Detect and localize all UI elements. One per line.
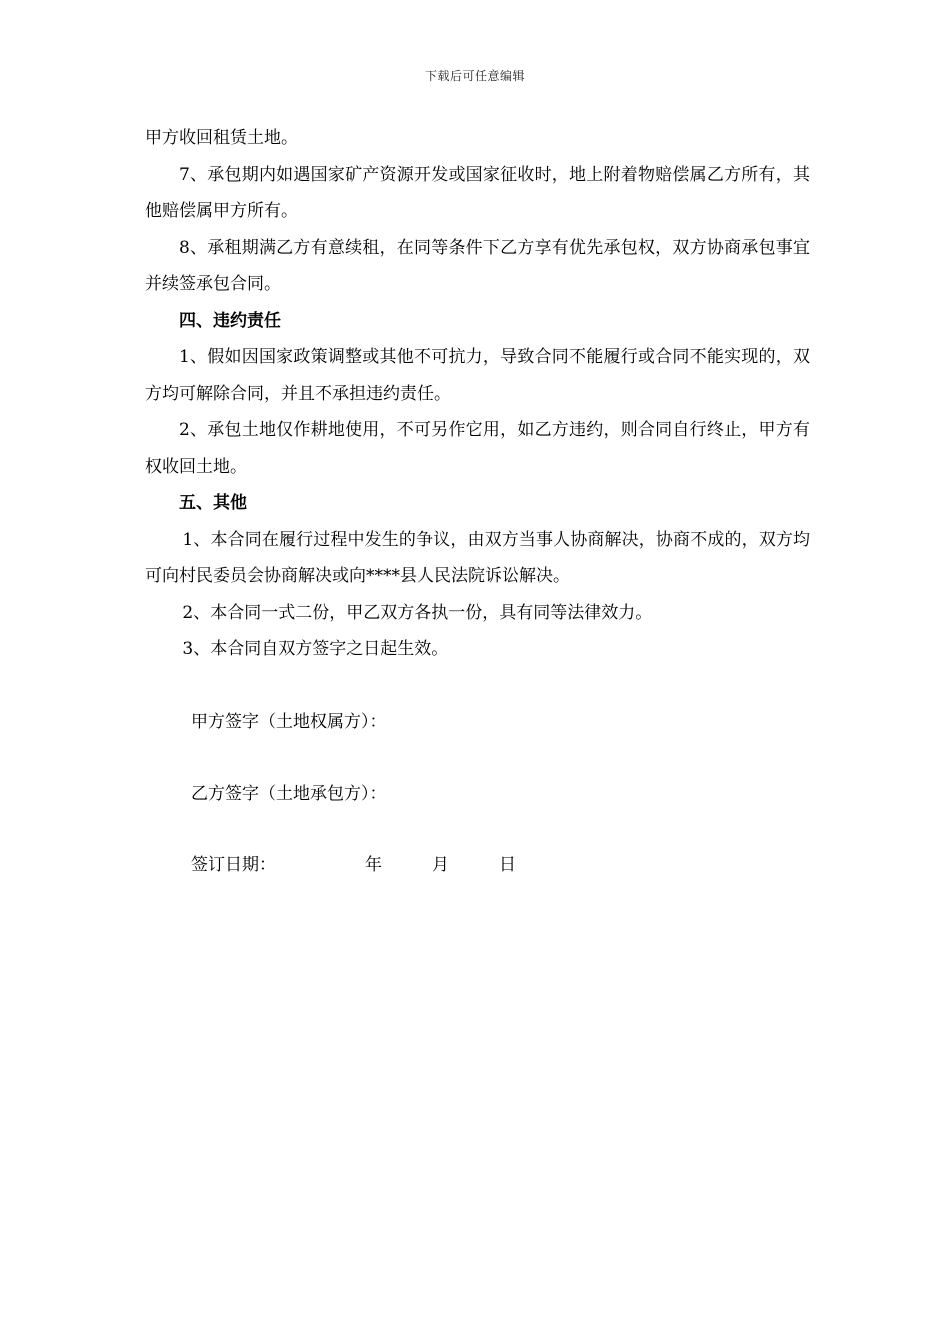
breach-clause-2: 2、承包土地仅作耕地使用，不可另作它用，如乙方违约，则合同自行终止，甲方有权收回土地。 bbox=[145, 420, 810, 477]
clause-8: 8、承租期满乙方有意续租，在同等条件下乙方享有优先承包权，双方协商承包事宜并续签承包合同。 bbox=[145, 237, 810, 294]
date-year: 年 bbox=[365, 855, 382, 875]
date-month: 月 bbox=[432, 855, 449, 875]
party-b-signature-line: 乙方签字（土地承包方）： bbox=[191, 784, 387, 804]
section-heading-other: 五、其他 bbox=[179, 493, 247, 513]
date-day: 日 bbox=[499, 855, 516, 875]
clause-7: 7、承包期内如遇国家矿产资源开发或国家征收时，地上附着物赔偿属乙方所有，其他赔偿属甲方所有。 bbox=[145, 164, 810, 221]
party-a-signature-line: 甲方签字（土地权属方）： bbox=[191, 712, 387, 732]
section-heading-breach: 四、违约责任 bbox=[179, 310, 281, 331]
other-clause-2: 2、本合同一式二份，甲乙双方各执一份，具有同等法律效力。 bbox=[182, 602, 653, 623]
other-clause-1: 1、本合同在履行过程中发生的争议，由双方当事人协商解决，协商不成的，双方均可向村民委员会协商解决或向****县人民法院诉讼解决。 bbox=[145, 529, 810, 586]
contract-body bbox=[145, 120, 810, 668]
paragraph-continuation: 甲方收回租赁土地。 bbox=[145, 128, 298, 148]
page-header: 下载后可任意编辑 bbox=[424, 69, 525, 83]
signing-date-row bbox=[191, 850, 611, 874]
date-label: 签订日期： bbox=[191, 855, 276, 875]
other-clause-3: 3、本合同自双方签字之日起生效。 bbox=[182, 639, 449, 659]
breach-clause-1: 1、假如因国家政策调整或其他不可抗力，导致合同不能履行或合同不能实现的，双方均可解除合同，并且不承担违约责任。 bbox=[145, 347, 810, 404]
